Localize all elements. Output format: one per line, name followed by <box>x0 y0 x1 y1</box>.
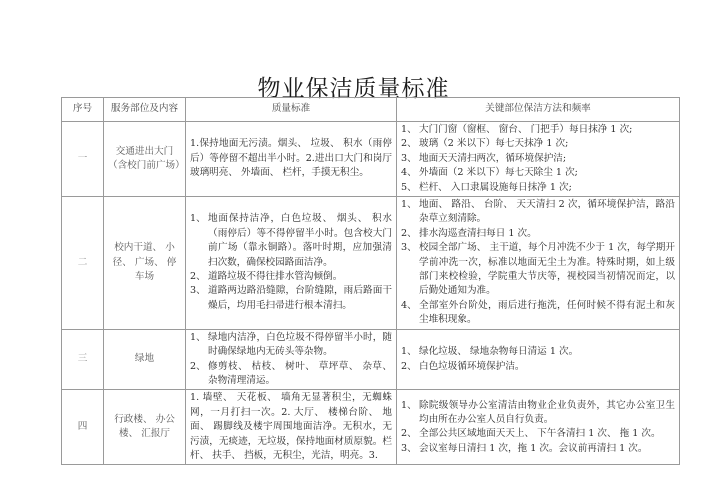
row-index: 四 <box>62 390 104 465</box>
row-index: 一 <box>62 122 104 197</box>
method-item <box>401 198 675 227</box>
table-row <box>62 390 680 465</box>
item-number: 2、 <box>190 271 206 283</box>
standard-item <box>190 360 392 389</box>
header-area: 服务部位及内容 <box>104 98 186 122</box>
row-standard: 1. 墙壁、 天花板、 墙角无显著积尘，无蜘蛛网，一月打扫一次。2. 大厅、 楼梯台阶、 地面、 踢脚线及楼宇周围地面洁净。无积水，无污渍，无痰迹，无垃圾，保持地面材质原貌。栏杆、 扶手、 挡板，无积尘，光洁，明亮。3. <box>186 390 397 465</box>
item-number: 4、 <box>401 167 417 179</box>
standard-item <box>190 284 392 313</box>
row-methods <box>397 197 680 330</box>
item-text: 除院级领导办公室清洁由物业企业负责外，其它办公室卫生均由所在办公室人员自行负责。 <box>419 399 675 425</box>
document-title: 物业保洁质量标准 <box>257 76 450 102</box>
item-number: 1、 <box>401 124 417 135</box>
row-methods <box>397 329 680 390</box>
method-item <box>401 227 675 241</box>
row-standard <box>186 197 397 330</box>
standard-item <box>190 331 392 360</box>
header-standard: 质量标准 <box>186 98 397 122</box>
method-item <box>401 299 675 328</box>
row-area: 交通进出大门（含校门前广场） <box>104 122 186 197</box>
row-index: 三 <box>62 329 104 390</box>
item-number: 2、 <box>401 428 417 440</box>
item-number: 2、 <box>401 138 417 150</box>
item-text: 校园全部广场、 主干道，每个月冲洗不少于 1 次，每学期开学前冲洗一次，标准以地面无尘土为准。特殊时期，如上级部门来校检验，学院重大节庆等，视校园当初情况而定，以后勤处通知为准。 <box>419 242 675 297</box>
table-row <box>62 122 680 197</box>
item-number: 4、 <box>401 299 417 311</box>
method-item <box>401 360 675 374</box>
standard-item <box>190 270 392 284</box>
row-index: 二 <box>62 197 104 330</box>
item-text: 道路垃圾不得往排水管沟倾倒。 <box>208 271 343 283</box>
row-area: 绿地 <box>104 329 186 390</box>
table-header-row <box>62 98 680 122</box>
item-number: 1、 <box>401 346 417 358</box>
item-text: 排水沟巡查清扫每日 1 次。 <box>419 227 537 239</box>
item-text: 绿化垃圾、 绿地杂物每日清运 1 次。 <box>419 346 579 358</box>
item-text: 绿地内洁净，白色垃圾不得停留半小时，随时确保绿地内无砖头等杂物。 <box>208 331 392 358</box>
item-text: 外墙面（2 米以下）每七天除尘 1 次; <box>419 167 578 179</box>
standard-item <box>190 212 392 270</box>
item-text: 地面、 路沿、 台阶、 天天清扫 2 次，循环境保护洁，路沿杂草立刻清除。 <box>419 199 675 225</box>
method-item <box>401 181 675 195</box>
method-item <box>401 123 675 137</box>
item-text: 修剪枝、 枯枝、 树叶、 草坪草、 杂草、 杂物清理清运。 <box>208 360 392 386</box>
method-item <box>401 345 675 359</box>
item-number: 3、 <box>190 285 206 297</box>
item-text: 玻璃（2 米以下）每七天抹净 1 次; <box>419 138 569 150</box>
row-standard: 1.保持地面无污渍。烟头、 垃圾、 积水（雨停后）等停留不超出半小时。2.进出口大门和岗厅玻璃明亮、 外墙面、 栏杆，手摸无积尘。 <box>186 122 397 197</box>
item-text: 全部室外台阶处，雨后进行拖洗，任何时候不得有泥土和灰尘堆积现象。 <box>419 299 675 326</box>
item-text: 道路两边路沿缝隙，台阶缝隙，雨后路面干燥后，均用毛扫帚进行根本清扫。 <box>208 285 392 311</box>
item-number: 1、 <box>190 213 206 225</box>
header-methods: 关键部位保洁方法和频率 <box>397 98 680 122</box>
item-number: 3、 <box>401 242 417 254</box>
row-area: 校内干道、 小径、 广场、 停车场 <box>104 197 186 330</box>
item-number: 1、 <box>190 331 206 343</box>
item-text: 地面天天清扫两次，循环境保护洁; <box>419 152 567 164</box>
method-item <box>401 152 675 166</box>
item-number: 1、 <box>401 199 417 211</box>
method-item <box>401 137 675 151</box>
header-index: 序号 <box>62 98 104 122</box>
method-item <box>401 166 675 180</box>
table-row <box>62 329 680 390</box>
method-item <box>401 427 675 441</box>
item-text: 大门门窗（窗框、 窗台、 门把手）每日抹净 1 次; <box>419 124 633 135</box>
row-methods <box>397 122 680 197</box>
item-text: 栏杆、 入口隶属设施每日抹净 1 次; <box>419 181 572 193</box>
row-standard <box>186 329 397 390</box>
item-number: 5、 <box>401 181 417 193</box>
item-number: 1、 <box>401 399 417 411</box>
method-item <box>401 241 675 299</box>
item-number: 3、 <box>401 152 417 164</box>
item-number: 2、 <box>401 360 417 372</box>
method-item <box>401 442 675 456</box>
quality-standard-table <box>61 97 680 465</box>
item-number: 2、 <box>190 360 206 372</box>
item-text: 白色垃圾循环境保护洁。 <box>419 360 525 372</box>
table-row <box>62 197 680 330</box>
item-text: 全部公共区域地面天天上、 下午各清扫 1 次、 拖 1 次。 <box>419 428 661 440</box>
item-number: 3、 <box>401 442 417 454</box>
item-text: 地面保持洁净，白色垃圾、 烟头、 积水（雨停后）等不得停留半小时。包含校大门前广场（靠永铜路）。落叶时期，应加强清扫次数，确保校园路面洁净。 <box>208 213 392 268</box>
method-item <box>401 399 675 428</box>
row-area: 行政楼、 办公楼、 汇报厅 <box>104 390 186 465</box>
row-methods <box>397 390 680 465</box>
item-text: 会议室每日清扫 1 次，拖 1 次。会议前再清扫 1 次。 <box>419 442 648 454</box>
item-number: 2、 <box>401 227 417 239</box>
